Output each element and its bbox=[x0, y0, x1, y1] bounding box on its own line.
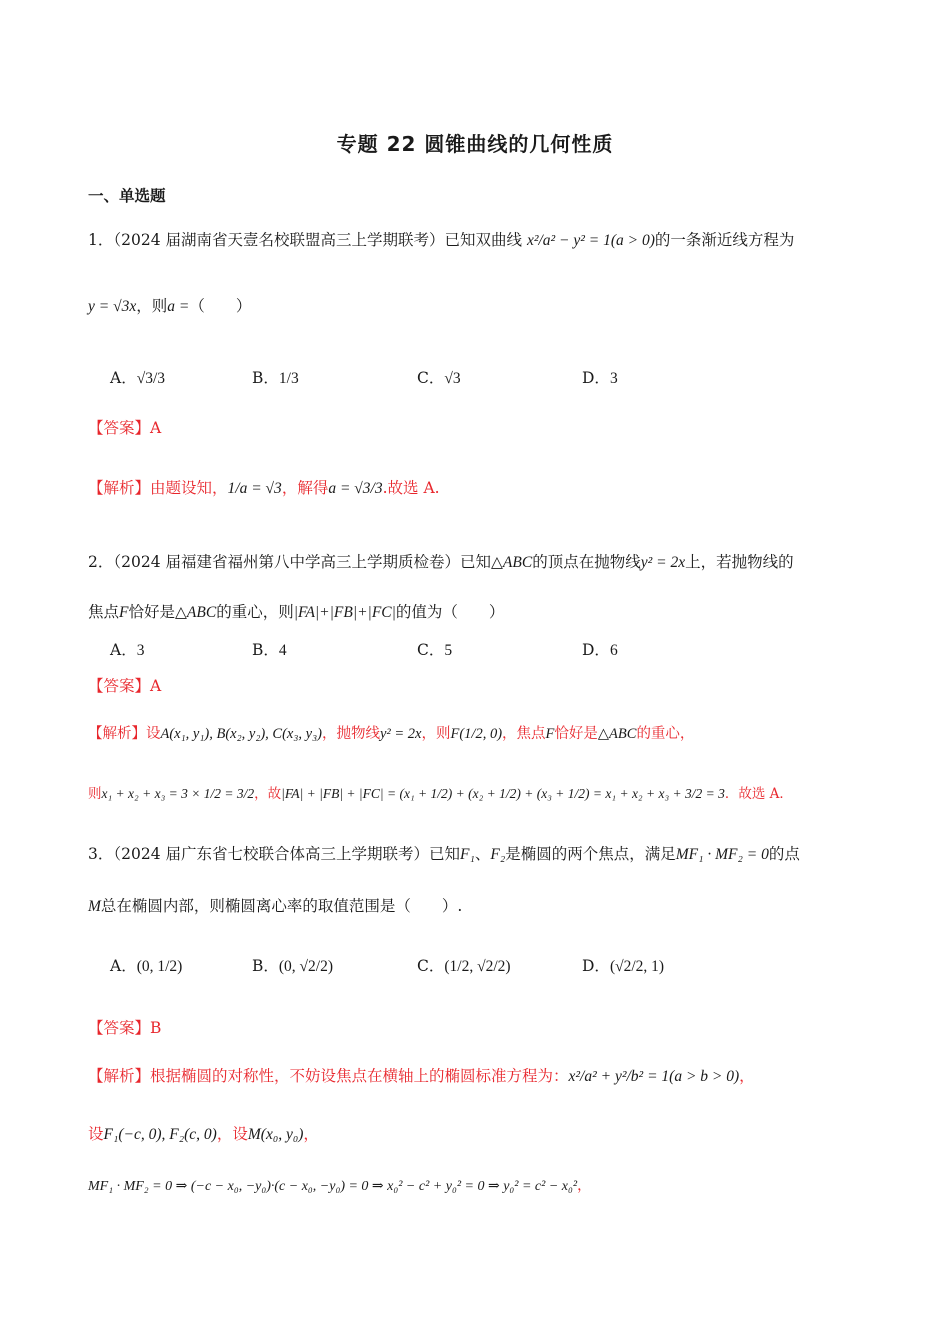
q2-option-c: C．5 bbox=[417, 641, 453, 659]
section-heading: 一、单选题 bbox=[88, 187, 166, 205]
q2-option-a: A．3 bbox=[110, 641, 145, 659]
q1-then: ，则 bbox=[136, 297, 168, 315]
q1-paren: （ ） bbox=[189, 297, 252, 315]
q3-option-b: B．(0, √2/2) bbox=[252, 957, 334, 975]
q1-option-a: A．√3/3 bbox=[110, 369, 166, 387]
q3-line2: M总在椭圆内部，则椭圆离心率的取值范围是（ ）. bbox=[88, 897, 463, 915]
q3-analysis-line3: MF₁ · MF₂ = 0 ⇒ (−c − x₀, −y₀)·(c − x₀, −y₀) = 0 ⇒ x₀² − c² + y₀² = 0 ⇒ y₀² = c² − x₀²， bbox=[88, 1178, 592, 1194]
q1-line2 bbox=[88, 296, 251, 317]
q1-hyperbola-equation: x²/a² − y² = 1(a > 0) bbox=[526, 232, 655, 249]
q1-option-c: C．√3 bbox=[417, 369, 461, 387]
q3-analysis-line1: 【解析】根据椭圆的对称性，不妨设焦点在横轴上的椭圆标准方程为：x²/a² + y²/b² = 1(a > b > 0)， bbox=[88, 1067, 755, 1085]
q2-option-b: B．4 bbox=[252, 641, 287, 659]
q1-option-d: D．3 bbox=[582, 369, 618, 387]
q3-option-d: D．(√2/2, 1) bbox=[582, 957, 665, 975]
q1-tail: 的一条渐近线方程为 bbox=[654, 231, 795, 249]
q3-line1: 3．（2024 届广东省七校联合体高三上学期联考）已知F₁、F₂是椭圆的两个焦点，满足MF₁ · MF₂ = 0的点 bbox=[88, 845, 800, 863]
page-title: 专题 22 圆锥曲线的几何性质 bbox=[336, 132, 614, 156]
q1-var: a = bbox=[167, 298, 190, 315]
q1-source: （2024 届湖南省天壹名校联盟高三上学期联考）已知双曲线 bbox=[113, 231, 523, 249]
q2-analysis-line2: 则x₁ + x₂ + x₃ = 3 × 1/2 = 3/2，故|FA| + |FB| + |FC| = (x₁ + 1/2) + (x₂ + 1/2) + (x₃ + 1/2) = x₁ + x₂ + x₃ + 3/2 = 3．故选 A． bbox=[88, 786, 793, 802]
q2-analysis-line1: 【解析】设A(x₁, y₁), B(x₂, y₂), C(x₃, y₃)，抛物线y² = 2x，则F(1/2, 0)，焦点F恰好是△ABC的重心， bbox=[88, 726, 695, 742]
q3-option-a: A．(0, 1/2) bbox=[110, 957, 183, 975]
q3-analysis-line2: 设F₁(−c, 0), F₂(c, 0)，设M(x₀, y₀)， bbox=[88, 1125, 319, 1143]
q3-option-c: C．(1/2, √2/2) bbox=[417, 957, 511, 975]
q2-option-d: D．6 bbox=[582, 641, 618, 659]
q1-number: 1． bbox=[88, 231, 114, 249]
q1-analysis: 【解析】由题设知，1/a = √3，解得a = √3/3.故选 A. bbox=[88, 479, 440, 497]
q2-line2: 焦点F恰好是△ABC的重心，则|FA|+|FB|+|FC|的值为（ ） bbox=[88, 603, 505, 621]
q3-answer: 【答案】B bbox=[88, 1019, 162, 1037]
q1-option-b: B．1/3 bbox=[252, 369, 299, 387]
q1-line1 bbox=[88, 230, 794, 251]
q1-answer: 【答案】A bbox=[88, 419, 162, 437]
q2-answer: 【答案】A bbox=[88, 677, 162, 695]
q2-line1: 2．（2024 届福建省福州第八中学高三上学期质检卷）已知△ABC的顶点在抛物线y² = 2x上，若抛物线的 bbox=[88, 553, 794, 571]
q1-asymptote: y = √3x bbox=[88, 298, 137, 315]
